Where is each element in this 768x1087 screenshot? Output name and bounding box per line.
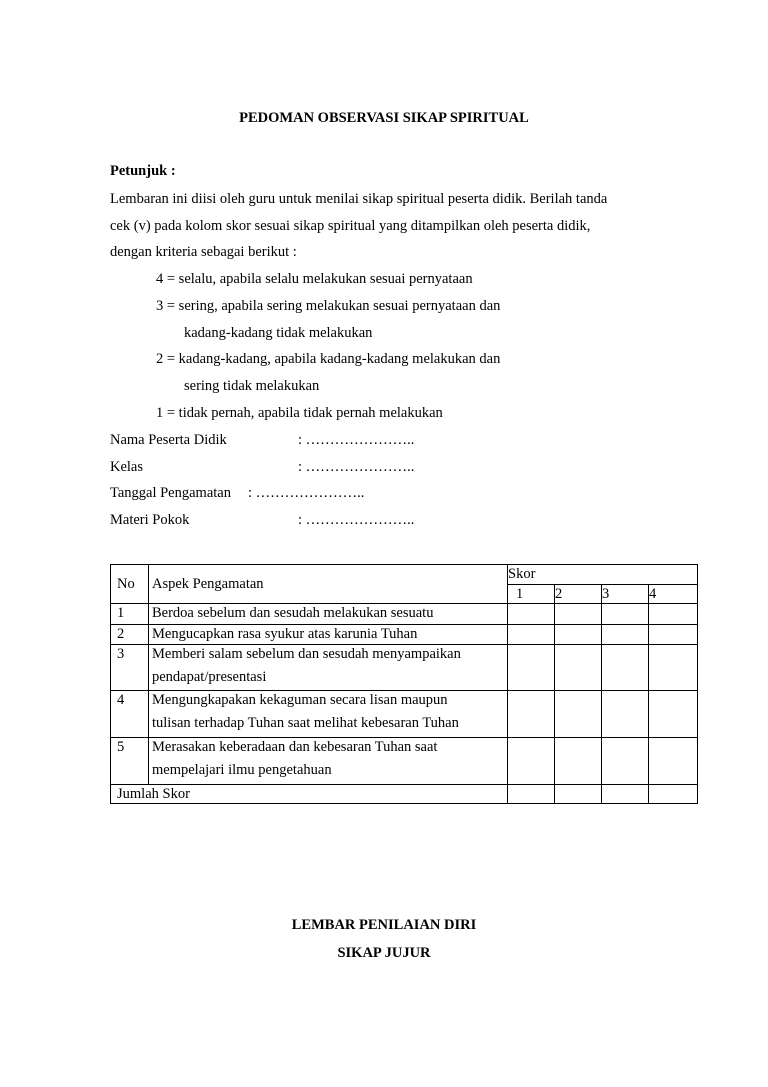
score-cell[interactable] <box>555 645 602 691</box>
row-aspect <box>149 625 508 645</box>
observation-table <box>110 564 698 804</box>
page-title: PEDOMAN OBSERVASI SIKAP SPIRITUAL <box>239 110 529 126</box>
criteria-item: 4 = selalu, apabila selalu melakukan sesuai pernyataan <box>156 271 473 287</box>
section-subtitle: SIKAP JUJUR <box>337 945 431 961</box>
field-value: : ………………….. <box>298 459 415 475</box>
aspect-text: Mengucapkan rasa syukur atas karunia Tuhan <box>152 626 418 642</box>
field-label: Kelas <box>110 459 144 475</box>
field-value: : ………………….. <box>298 512 415 528</box>
criteria-item: 1 = tidak pernah, apabila tidak pernah melakukan <box>156 405 443 421</box>
table-header-row <box>111 565 698 585</box>
row-aspect <box>149 645 508 691</box>
row-no: 3 <box>111 645 149 691</box>
aspect-text: Berdoa sebelum dan sesudah melakukan sesuatu <box>152 605 434 621</box>
score-cell[interactable] <box>508 645 555 691</box>
aspect-text: Memberi salam sebelum dan sesudah menyampaikan <box>152 646 461 662</box>
score-cell[interactable] <box>649 625 698 645</box>
table-row <box>111 604 698 625</box>
header-score-3: 3 <box>602 585 649 604</box>
instructions-heading: Petunjuk : <box>110 163 176 179</box>
header-score-1: 1 <box>508 585 555 604</box>
row-aspect <box>149 691 508 738</box>
aspect-text-cont: pendapat/presentasi <box>152 669 267 685</box>
criteria-item: 3 = sering, apabila sering melakukan sesuai pernyataan dan <box>156 298 501 314</box>
header-aspect: Aspek Pengamatan <box>149 565 508 604</box>
score-cell[interactable] <box>649 645 698 691</box>
aspect-text-cont: tulisan terhadap Tuhan saat melihat kebesaran Tuhan <box>152 715 459 731</box>
header-score: Skor <box>508 565 698 585</box>
score-cell[interactable] <box>508 604 555 625</box>
field-label: Nama Peserta Didik <box>110 432 227 448</box>
row-no: 5 <box>111 738 149 785</box>
score-cell[interactable] <box>649 691 698 738</box>
score-cell[interactable] <box>602 691 649 738</box>
total-label: Jumlah Skor <box>111 785 508 804</box>
field-value: : ………………….. <box>248 485 365 501</box>
score-cell[interactable] <box>508 625 555 645</box>
score-cell[interactable] <box>508 738 555 785</box>
table-row <box>111 625 698 645</box>
score-cell[interactable] <box>555 604 602 625</box>
row-no: 1 <box>111 604 149 625</box>
header-score-2: 2 <box>555 585 602 604</box>
table-row <box>111 645 698 691</box>
instruction-line: Lembaran ini diisi oleh guru untuk menilai sikap spiritual peserta didik. Berilah tanda <box>110 191 608 207</box>
criteria-item: sering tidak melakukan <box>184 378 320 394</box>
score-cell[interactable] <box>602 785 649 804</box>
criteria-item: kadang-kadang tidak melakukan <box>184 325 373 341</box>
instruction-line: dengan kriteria sebagai berikut : <box>110 244 297 260</box>
score-cell[interactable] <box>649 785 698 804</box>
row-no: 2 <box>111 625 149 645</box>
table-row <box>111 738 698 785</box>
score-cell[interactable] <box>649 738 698 785</box>
field-label: Tanggal Pengamatan <box>110 485 231 501</box>
score-cell[interactable] <box>555 738 602 785</box>
score-cell[interactable] <box>508 691 555 738</box>
row-no: 4 <box>111 691 149 738</box>
table-row <box>111 691 698 738</box>
table-total-row <box>111 785 698 804</box>
score-cell[interactable] <box>508 785 555 804</box>
score-cell[interactable] <box>602 738 649 785</box>
row-aspect <box>149 738 508 785</box>
criteria-item: 2 = kadang-kadang, apabila kadang-kadang melakukan dan <box>156 351 501 367</box>
score-cell[interactable] <box>602 625 649 645</box>
score-cell[interactable] <box>555 785 602 804</box>
section-title: LEMBAR PENILAIAN DIRI <box>291 917 477 933</box>
field-value: : ………………….. <box>298 432 415 448</box>
score-cell[interactable] <box>555 625 602 645</box>
header-no: No <box>111 565 149 604</box>
field-label: Materi Pokok <box>110 512 190 528</box>
row-aspect <box>149 604 508 625</box>
instruction-line: cek (v) pada kolom skor sesuai sikap spiritual yang ditampilkan oleh peserta didik, <box>110 218 591 234</box>
score-cell[interactable] <box>649 604 698 625</box>
aspect-text-cont: mempelajari ilmu pengetahuan <box>152 762 332 778</box>
score-cell[interactable] <box>602 604 649 625</box>
score-cell[interactable] <box>555 691 602 738</box>
score-cell[interactable] <box>602 645 649 691</box>
aspect-text: Merasakan keberadaan dan kebesaran Tuhan saat <box>152 739 438 755</box>
aspect-text: Mengungkapakan kekaguman secara lisan maupun <box>152 692 448 708</box>
header-score-4: 4 <box>649 585 698 604</box>
